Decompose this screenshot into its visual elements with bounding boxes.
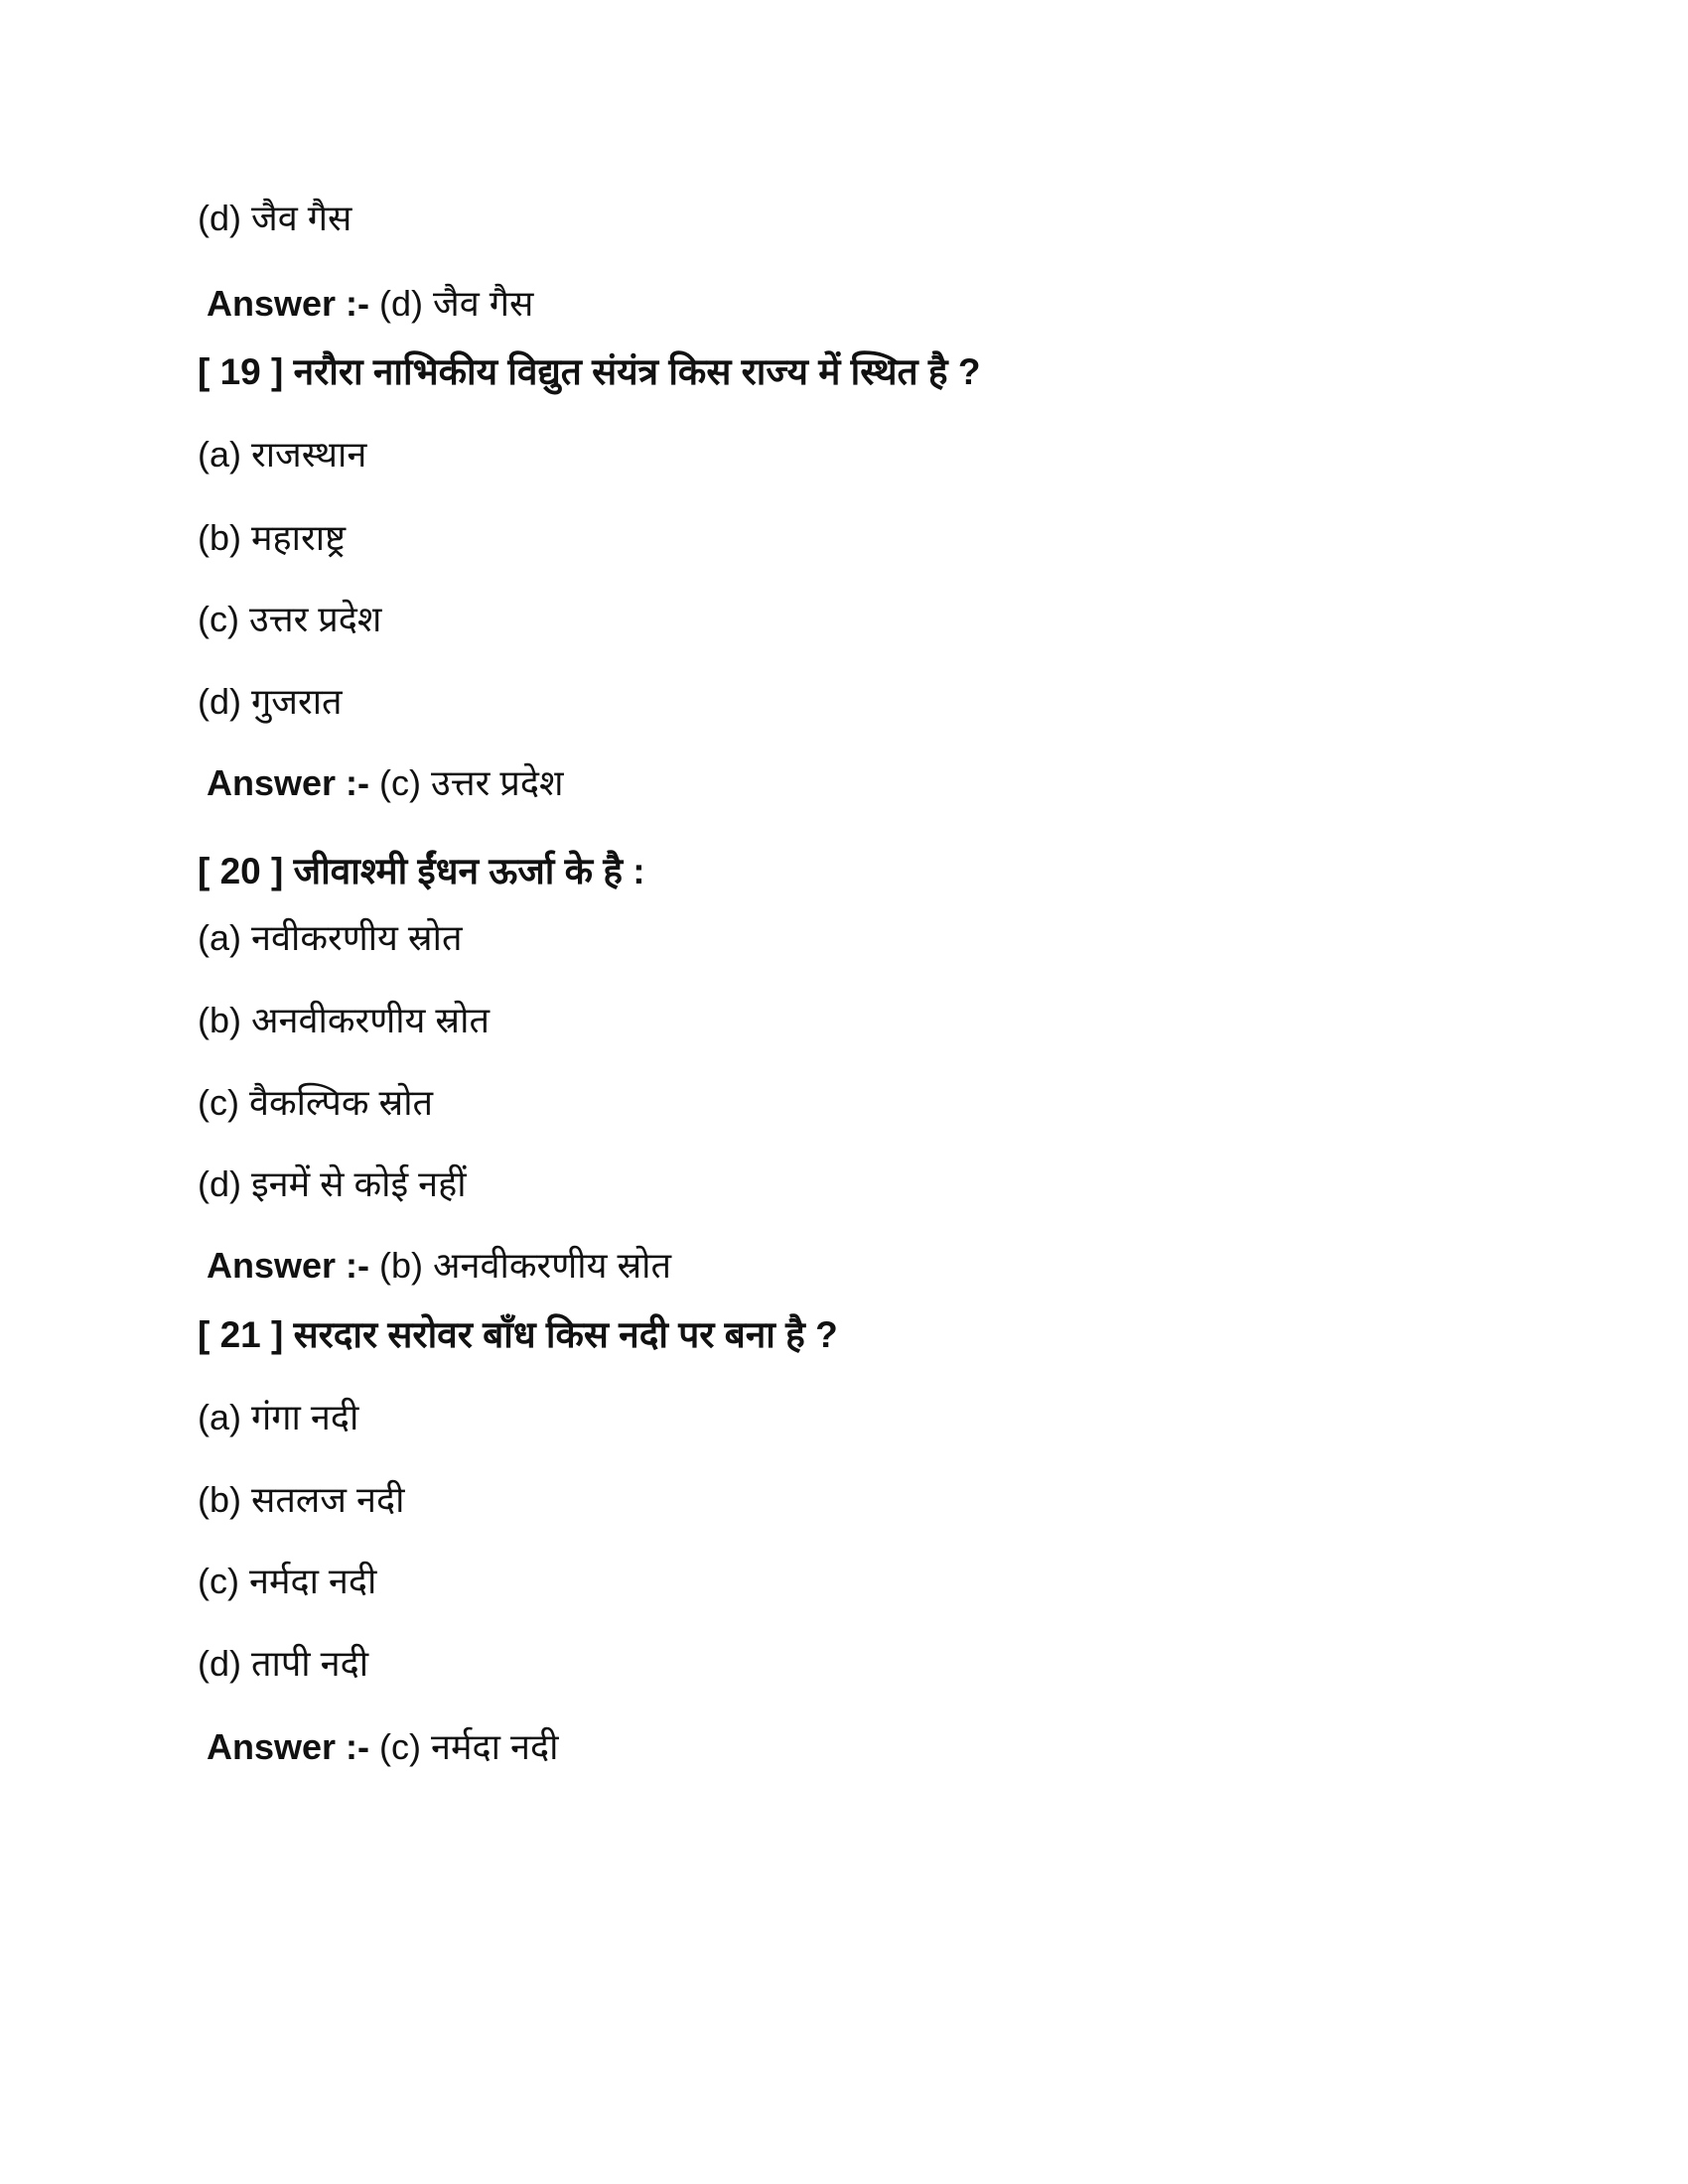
question-19-heading: [ 19 ] नरौरा नाभिकीय विद्युत संयंत्र किस राज्य में स्थित है ? bbox=[198, 351, 981, 392]
answer-label: Answer :- bbox=[207, 762, 370, 803]
question-21-option-c: (c) नर्मदा नदी bbox=[198, 1561, 377, 1601]
question-21-heading: [ 21 ] सरदार सरोवर बाँध किस नदी पर बना है ? bbox=[198, 1314, 838, 1355]
question-20-option-c: (c) वैकल्पिक स्रोत bbox=[198, 1082, 434, 1123]
carryover-option-d: (d) जैव गैस bbox=[198, 198, 352, 238]
answer-value: (c) नर्मदा नदी bbox=[379, 1726, 559, 1767]
question-20-option-d: (d) इनमें से कोई नहीं bbox=[198, 1163, 467, 1204]
answer-label: Answer :- bbox=[207, 1726, 370, 1767]
question-20-answer bbox=[207, 1242, 671, 1290]
question-21-answer bbox=[207, 1723, 558, 1771]
question-19-answer bbox=[207, 759, 563, 807]
question-20-option-b: (b) अनवीकरणीय स्रोत bbox=[198, 1000, 490, 1040]
question-21-option-b: (b) सतलज नदी bbox=[198, 1479, 405, 1520]
answer-value: (b) अनवीकरणीय स्रोत bbox=[379, 1245, 672, 1286]
answer-label: Answer :- bbox=[207, 1245, 370, 1286]
answer-value: (c) उत्तर प्रदेश bbox=[379, 762, 564, 803]
answer-label: Answer :- bbox=[207, 283, 370, 324]
question-21-option-d: (d) तापी नदी bbox=[198, 1643, 369, 1684]
answer-value: (d) जैव गैस bbox=[379, 283, 534, 324]
question-19-option-a: (a) राजस्थान bbox=[198, 434, 367, 475]
question-19-option-b: (b) महाराष्ट्र bbox=[198, 517, 347, 558]
question-19-option-c: (c) उत्तर प्रदेश bbox=[198, 599, 382, 639]
question-20-heading: [ 20 ] जीवाश्मी ईंधन ऊर्जा के है : bbox=[198, 851, 645, 891]
carryover-answer bbox=[207, 280, 533, 328]
question-19-option-d: (d) गुजरात bbox=[198, 681, 343, 722]
question-20-option-a: (a) नवीकरणीय स्रोत bbox=[198, 917, 463, 958]
question-21-option-a: (a) गंगा नदी bbox=[198, 1397, 359, 1437]
